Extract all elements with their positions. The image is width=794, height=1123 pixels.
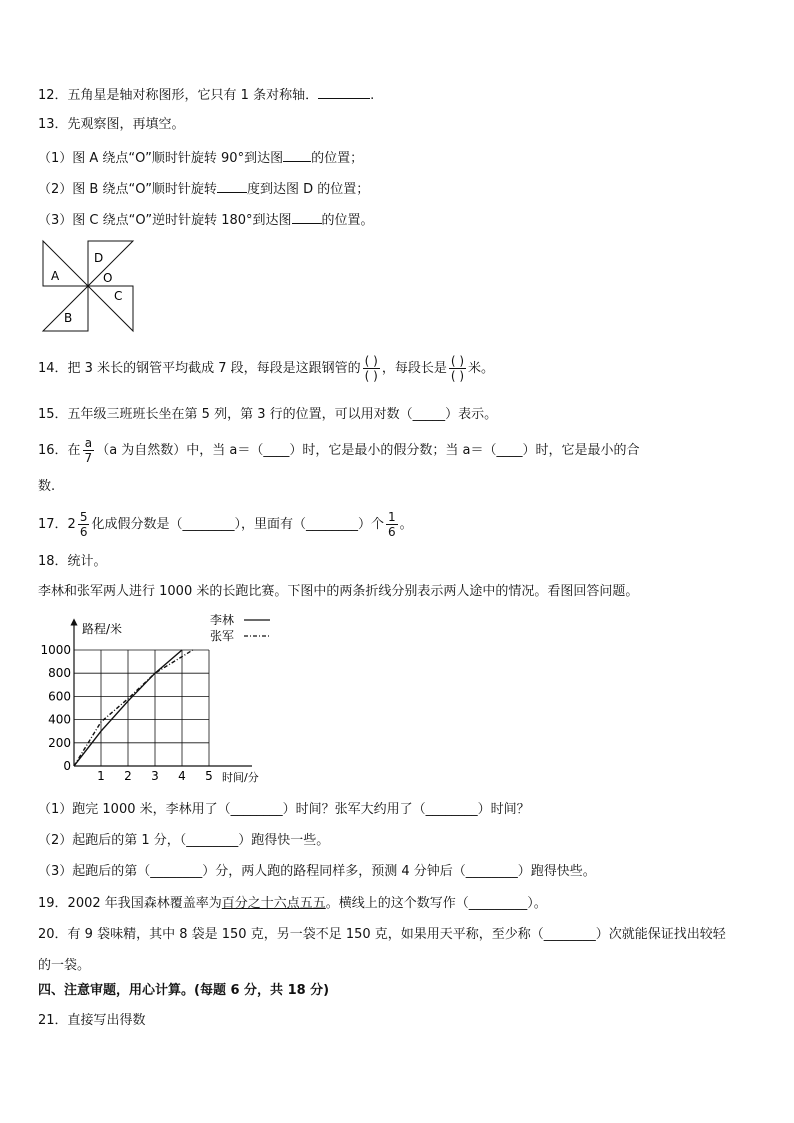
distance-time-chart bbox=[34, 612, 284, 792]
question-17: 17．2 $\frac{5}{6}$ 化成假分数是（________），里面有（________）个 $\frac{1}{6}$ 。 bbox=[38, 510, 413, 539]
question-16: 16．在 $\frac{a}{7}$ （a 为自然数）中，当 a＝（____）时，它是最小的假分数；当 a＝（____）时，它是最小的合 bbox=[38, 436, 640, 465]
question-16-cont: 数. bbox=[38, 479, 56, 494]
chart-legend bbox=[210, 612, 270, 643]
q12-text: 12．五角星是轴对称图形，它只有 1 条对称轴． bbox=[38, 88, 319, 103]
y-tick-label: 1000 bbox=[40, 643, 71, 657]
question-13-part2: （2）图 B 绕点“O”顺时针旋转 度到达图 D 的位置； bbox=[38, 178, 369, 199]
question-20-cont: 的一袋。 bbox=[38, 958, 91, 973]
triangle-a bbox=[43, 241, 88, 286]
section-4-heading: 四、注意审题，用心计算。(每题 6 分，共 18 分) bbox=[38, 983, 330, 998]
fraction-blank[interactable]: $\frac{( )}{( )}$ bbox=[450, 354, 465, 383]
question-13-part3: （3）图 C 绕点“O”逆时针旋转 180°到达图 的位置。 bbox=[38, 209, 374, 230]
x-tick-label: 5 bbox=[205, 769, 213, 783]
x-axis-label: 时间/分 bbox=[222, 771, 259, 784]
x-tick-label: 4 bbox=[178, 769, 186, 783]
question-19: 19．2002 年我国森林覆盖率为百分之十六点五五。横线上的这个数写作（_________）。 bbox=[38, 896, 547, 911]
legend-label: 张军 bbox=[210, 629, 235, 643]
underlined-number-words: 百分之十六点五五 bbox=[221, 896, 326, 911]
question-18-part2: （2）起跑后的第 1 分，（________）跑得快一些。 bbox=[38, 833, 330, 848]
question-18-desc: 李林和张军两人进行 1000 米的长跑比赛。下图中的两条折线分别表示两人途中的情况。看图回答问题。 bbox=[38, 584, 639, 599]
question-18-part1: （1）跑完 1000 米，李林用了（________）时间？张军大约用了（________）时间？ bbox=[38, 802, 530, 817]
label-c: C bbox=[114, 289, 123, 303]
label-d: D bbox=[94, 251, 104, 265]
x-tick-label: 3 bbox=[151, 769, 159, 783]
legend-label: 李林 bbox=[210, 613, 235, 627]
rotation-figure bbox=[40, 238, 136, 334]
question-21: 21．直接写出得数 bbox=[38, 1013, 146, 1028]
question-15: 15．五年级三班班长坐在第 5 列，第 3 行的位置，可以用对数（_____）表示。 bbox=[38, 407, 498, 422]
y-tick-label: 600 bbox=[48, 689, 71, 704]
answer-blank[interactable] bbox=[217, 178, 247, 193]
question-18-part3: （3）起跑后的第（________）分，两人跑的路程同样多，预测 4 分钟后（________）跑得快些。 bbox=[38, 864, 596, 879]
fraction-blank[interactable]: $\frac{( )}{( )}$ bbox=[364, 354, 378, 383]
chart-grid bbox=[74, 650, 209, 766]
answer-blank[interactable] bbox=[318, 84, 370, 99]
question-20: 20．有 9 袋味精，其中 8 袋是 150 克，另一袋不足 150 克，如果用天平称，至少称（________）次就能保证找出较轻 bbox=[38, 927, 726, 942]
answer-blank[interactable] bbox=[283, 147, 311, 162]
y-tick-label: 400 bbox=[48, 712, 71, 727]
mixed-fraction: $\frac{5}{6}$ bbox=[79, 510, 88, 539]
answer-blank[interactable] bbox=[292, 209, 322, 224]
question-12: 12．五角星是轴对称图形，它只有 1 条对称轴． . bbox=[38, 84, 374, 105]
y-tick-label: 0 bbox=[63, 759, 71, 773]
series-line-zhangjun bbox=[74, 650, 193, 766]
y-axis-label: 路程/米 bbox=[82, 622, 123, 636]
unit-fraction: $\frac{1}{6}$ bbox=[387, 510, 396, 539]
label-b: B bbox=[64, 311, 73, 325]
question-14: 14．把 3 米长的钢管平均截成 7 段，每段是这跟钢管的 $\frac{( )}{( )}$ ，每段长是 $\frac{( )}{( )}$ 米。 bbox=[38, 354, 495, 383]
label-a: A bbox=[51, 269, 60, 283]
y-tick-label: 800 bbox=[48, 666, 71, 681]
y-tick-label: 200 bbox=[48, 735, 71, 750]
question-13-title: 13．先观察图，再填空。 bbox=[38, 117, 185, 132]
x-tick-label: 2 bbox=[124, 769, 132, 783]
x-tick-label: 1 bbox=[97, 769, 105, 783]
label-o: O bbox=[103, 271, 113, 285]
question-13-part1: （1）图 A 绕点“O”顺时针旋转 90°到达图 的位置； bbox=[38, 147, 363, 168]
triangle-c bbox=[88, 286, 133, 331]
fraction-a-over-7: $\frac{a}{7}$ bbox=[84, 436, 93, 465]
question-18-title: 18．统计。 bbox=[38, 554, 107, 569]
